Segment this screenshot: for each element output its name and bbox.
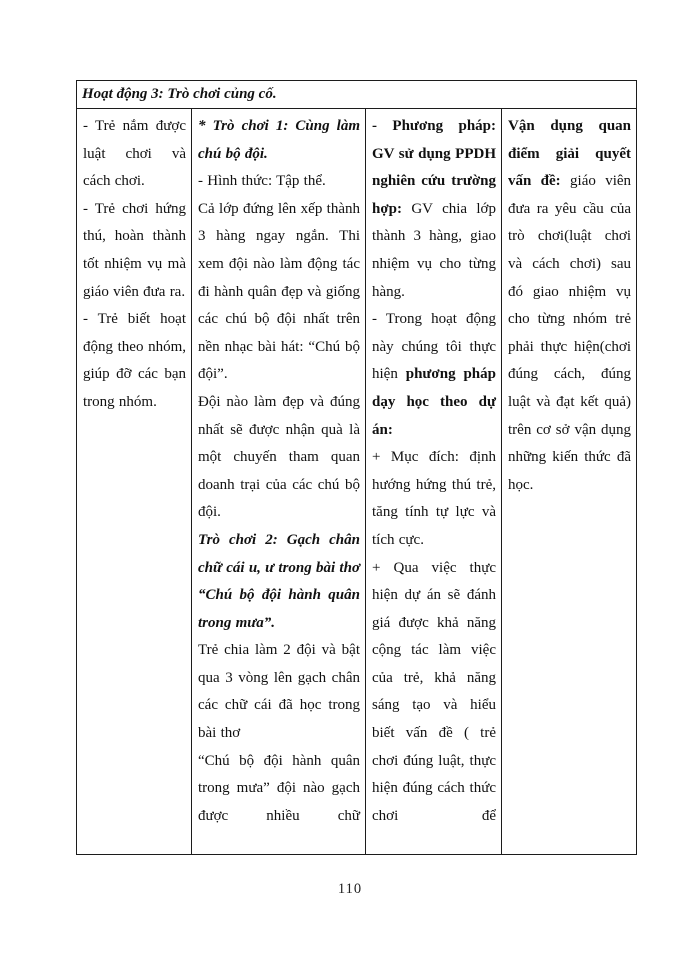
- text-segment: - Trẻ biết hoạt động theo nhóm, giúp đỡ các bạn trong nhóm.: [83, 311, 186, 410]
- paragraph: [198, 748, 360, 831]
- paragraph: [83, 306, 186, 416]
- table-body-row: [77, 109, 637, 855]
- text-segment: Trò chơi 2: Gạch chân chữ cái u, ư trong bài thơ “Chú bộ đội hành quân trong mưa”.: [198, 531, 360, 631]
- table-cell-3: [366, 109, 502, 855]
- paragraph: [372, 444, 496, 554]
- text-segment: + Mục đích: định hướng hứng thú trẻ, tăng tính tự lực và tích cực.: [372, 449, 496, 548]
- paragraph: [372, 306, 496, 444]
- paragraph: [372, 113, 496, 306]
- text-segment: giáo viên đưa ra yêu cầu của trò chơi(luật chơi và cách chơi) sau đó giao nhiệm vụ cho từng nhóm trẻ phải thực hiện(chơi đúng cách, đúng luật và đạt kết quả) trên cơ sở vận dụng những kiến thức đã học.: [508, 173, 632, 493]
- text-segment: GV chia lớp thành 3 hàng, giao nhiệm vụ cho từng hàng.: [372, 200, 496, 300]
- text-segment: Trẻ chia làm 2 đội và bật qua 3 vòng lên gạch chân các chữ cái đã học trong bài thơ: [198, 642, 360, 742]
- paragraph: [198, 196, 360, 389]
- text-segment: - Trẻ nắm được luật chơi và cách chơi.: [83, 118, 186, 190]
- table-cell-2: [192, 109, 366, 855]
- text-segment: * Trò chơi 1: Cùng làm chú bộ đội.: [198, 118, 360, 162]
- table-cell-1: [77, 109, 192, 855]
- text-segment: Vận dụng quan điểm giải quyết vấn đề:: [508, 118, 632, 190]
- lesson-activity-table: [76, 80, 637, 855]
- paragraph: [198, 389, 360, 527]
- paragraph: [198, 527, 360, 637]
- text-segment: “Chú bộ đội hành quân trong mưa” đội nào gạch được nhiều chữ: [198, 752, 360, 824]
- paragraph: [198, 168, 360, 196]
- text-segment: - Phương pháp: GV sử dụng PPDH nghiên cứu trường hợp:: [372, 118, 496, 217]
- text-segment: Đội nào làm đẹp và đúng nhất sẽ được nhận quà là một chuyến tham quan doanh trại của các chú bộ đội.: [198, 393, 360, 521]
- text-segment: - Hình thức: Tập thể.: [198, 173, 326, 190]
- paragraph: [198, 113, 360, 168]
- paragraph: [508, 113, 631, 499]
- table-cell-4: [502, 109, 637, 855]
- text-segment: + Qua việc thực hiện dự án sẽ đánh giá được khả năng cộng tác làm việc của trẻ, khả năng sáng tạo và hiểu biết vấn đề ( trẻ chơi đúng luật, thực hiện đúng cách thức chơi để: [372, 559, 496, 824]
- text-segment: - Trong hoạt động này chúng tôi thực hiện: [372, 311, 496, 383]
- paragraph: [83, 196, 186, 306]
- text-segment: - Trẻ chơi hứng thú, hoàn thành tốt nhiệm vụ mà giáo viên đưa ra.: [83, 200, 186, 300]
- table-header-row: [77, 81, 637, 109]
- text-segment: Cả lớp đứng lên xếp thành 3 hàng ngay ngắn. Thi xem đội nào làm động tác đi hành quân đẹp và giống các chú bộ đội nhất trên nền nhạc bài hát: “Chú bộ đội”.: [198, 200, 360, 383]
- table-header-activity-title: Hoạt động 3: Trò chơi củng cố.: [77, 81, 637, 109]
- text-segment: phương pháp dạy học theo dự án:: [372, 366, 496, 438]
- page-number: 110: [337, 881, 363, 897]
- paragraph: [83, 113, 186, 196]
- paragraph: [372, 555, 496, 831]
- paragraph: [198, 637, 360, 747]
